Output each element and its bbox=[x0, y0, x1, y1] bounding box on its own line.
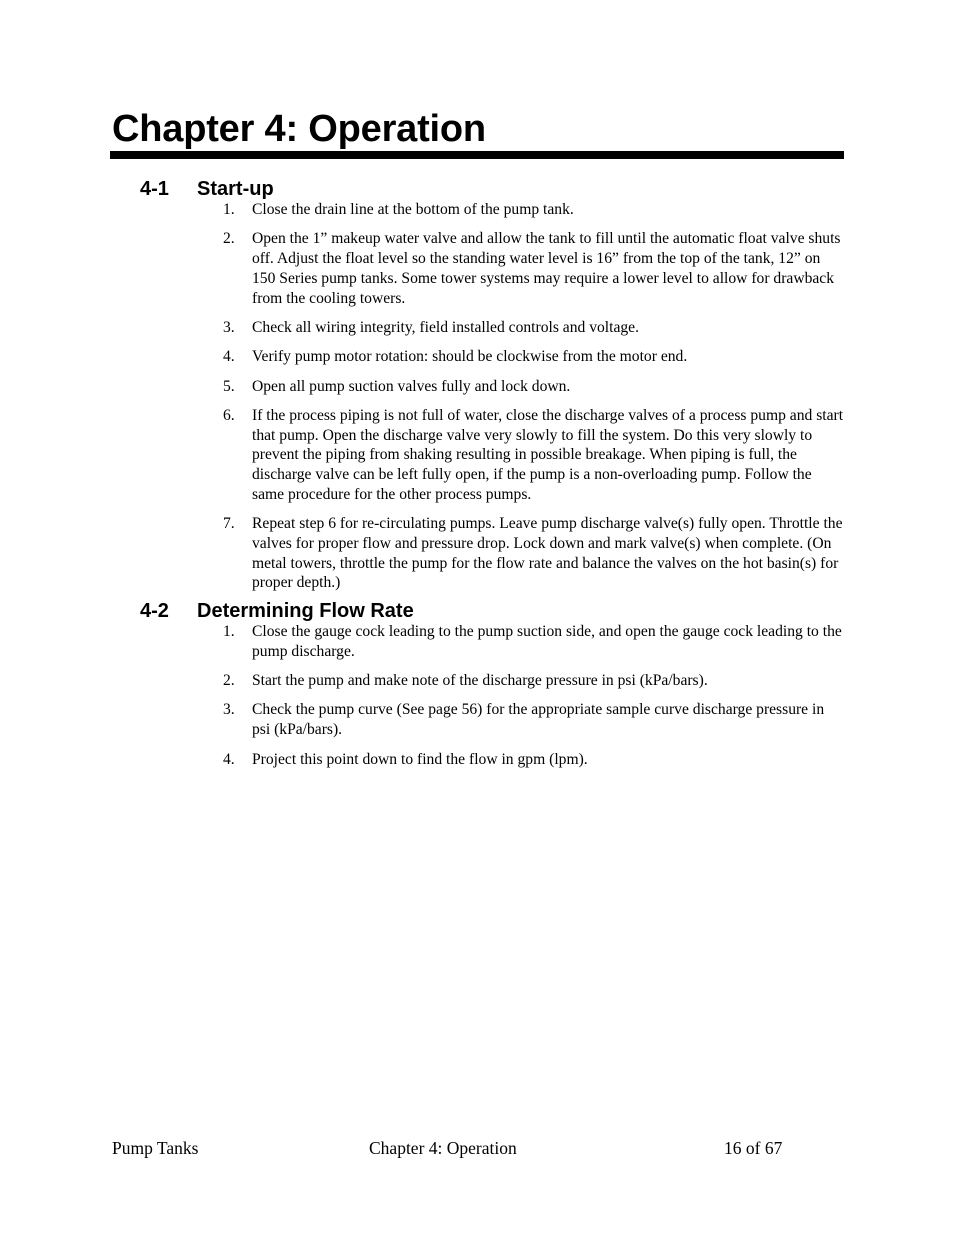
step-text: Close the drain line at the bottom of the pump tank. bbox=[252, 201, 574, 218]
footer-document-name: Pump Tanks bbox=[112, 1138, 199, 1158]
step-number: 2. bbox=[223, 672, 235, 690]
list-item bbox=[140, 347, 844, 367]
section-flow-rate bbox=[140, 600, 844, 779]
step-number: 3. bbox=[223, 701, 235, 719]
section-heading bbox=[140, 178, 844, 200]
step-number: 6. bbox=[223, 407, 235, 425]
list-item bbox=[140, 318, 844, 338]
footer-page-number: 16 of 67 bbox=[724, 1138, 783, 1158]
list-item bbox=[140, 671, 844, 691]
step-text: Verify pump motor rotation: should be clockwise from the motor end. bbox=[252, 348, 688, 366]
step-text: Check all wiring integrity, field installed controls and voltage. bbox=[252, 318, 640, 336]
step-number: 1. bbox=[223, 201, 235, 218]
title-rule bbox=[110, 151, 844, 159]
step-text: Open the 1” makeup water valve and allow the tank to fill until the automatic float valve shuts off. Adjust the float level so the standing water level is 16” from the top of the tank, 12” on 150 Series pump tanks. Some tower systems may require a lower level to allow for drawback from the cooling towers. bbox=[252, 230, 841, 307]
step-text: Project this point down to find the flow in gpm (lpm). bbox=[252, 750, 588, 768]
section-title: Start-up bbox=[197, 178, 274, 200]
step-number: 1. bbox=[223, 623, 235, 640]
step-number: 2. bbox=[223, 230, 235, 248]
list-item bbox=[140, 622, 844, 661]
step-number: 7. bbox=[223, 515, 235, 533]
list-item bbox=[140, 377, 844, 397]
section-number: 4-2 bbox=[140, 600, 169, 622]
step-text: Start the pump and make note of the discharge pressure in psi (kPa/bars). bbox=[252, 672, 708, 690]
list-item bbox=[140, 750, 844, 770]
step-number: 4. bbox=[223, 750, 235, 768]
step-text: Close the gauge cock leading to the pump suction side, and open the gauge cock leading to the pump discharge. bbox=[252, 623, 842, 660]
list-item bbox=[140, 514, 844, 593]
section-heading bbox=[140, 600, 844, 622]
step-number: 5. bbox=[223, 377, 235, 395]
section-number: 4-1 bbox=[140, 178, 169, 200]
chapter-title: Chapter 4: Operation bbox=[112, 108, 486, 150]
step-number: 3. bbox=[223, 318, 235, 336]
list-item bbox=[140, 406, 844, 505]
list-item bbox=[140, 200, 844, 220]
step-text: Open all pump suction valves fully and lock down. bbox=[252, 377, 571, 395]
flow-rate-steps bbox=[140, 622, 844, 769]
list-item bbox=[140, 229, 844, 308]
footer-chapter: Chapter 4: Operation bbox=[369, 1138, 517, 1158]
step-text: If the process piping is not full of water, close the discharge valves of a process pump and start that pump. Open the discharge valve very slowly to fill the system. Do this very slowly to prevent the piping from shaking resulting in possible breakage. When piping is full, the discharge valve can be left fully open, if the pump is a non-overloading pump. Follow the same procedure for the other process pumps. bbox=[252, 407, 844, 503]
list-item bbox=[140, 700, 844, 739]
step-number: 4. bbox=[223, 348, 235, 366]
section-title: Determining Flow Rate bbox=[197, 600, 414, 622]
step-text: Check the pump curve (See page 56) for the appropriate sample curve discharge pressure in psi (kPa/bars). bbox=[252, 701, 825, 739]
start-up-steps bbox=[140, 200, 844, 593]
section-start-up bbox=[140, 178, 844, 603]
step-text: Repeat step 6 for re-circulating pumps. Leave pump discharge valve(s) fully open. Throttle the valves for proper flow and pressure drop. Lock down and mark valve(s) when complete. (On metal towers, throttle the pump for the flow rate and balance the valves on the hot basin(s) for proper depth.) bbox=[252, 515, 843, 592]
